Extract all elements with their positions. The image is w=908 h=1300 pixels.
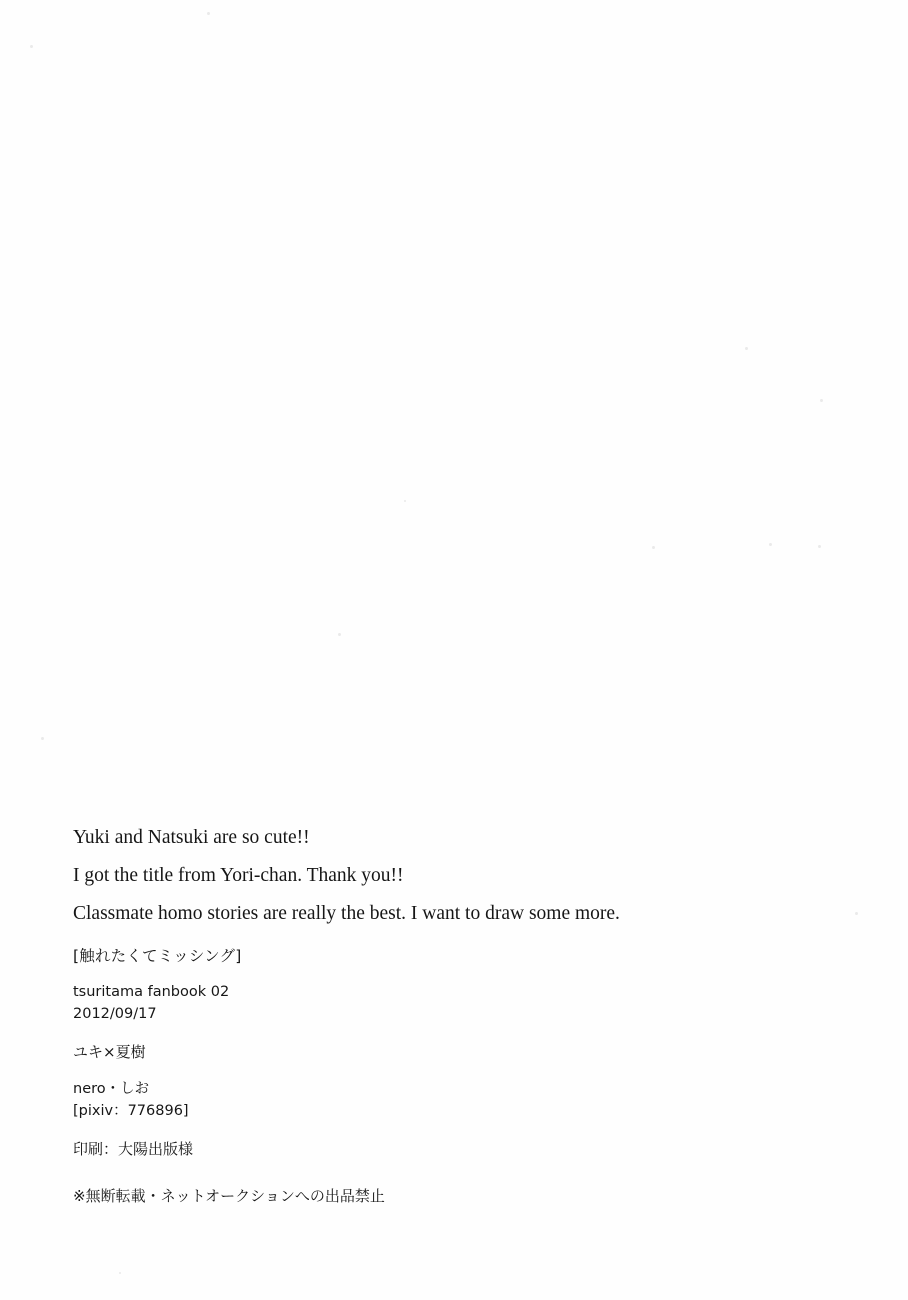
paper-speck [41, 737, 44, 740]
paper-speck [818, 545, 821, 548]
colophon-series: tsuritama fanbook 02 [73, 984, 230, 1001]
paper-speck [855, 912, 858, 915]
colophon-date: 2012/09/17 [73, 1005, 157, 1022]
colophon-block [73, 946, 833, 1206]
colophon-author-block [73, 1079, 833, 1122]
colophon-printer: 印刷：大陽出版様 [73, 1139, 194, 1158]
colophon-pixiv-id: [pixiv：776896] [73, 1102, 189, 1119]
paper-speck [652, 546, 655, 549]
paper-speck [769, 543, 772, 546]
colophon-circle: nero・しお [73, 1081, 150, 1098]
paper-speck [338, 633, 341, 636]
afterword-line-2: I got the title from Yori-chan. Thank you!! [73, 865, 404, 886]
afterword-line-3: Classmate homo stories are really the best. I want to draw some more. [73, 903, 620, 924]
afterword-text-block [73, 826, 833, 940]
colophon-pairing: ユキ×夏樹 [73, 1043, 146, 1062]
colophon-copyright-notice: ※無断転載・ネットオークションへの出品禁止 [73, 1186, 385, 1205]
paper-speck [119, 1272, 121, 1274]
paper-speck [745, 347, 748, 350]
paper-speck [30, 45, 33, 48]
colophon-title: [触れたくてミッシング] [73, 947, 242, 965]
paper-speck [207, 12, 210, 15]
colophon-series-date [73, 982, 833, 1025]
paper-speck [404, 500, 406, 502]
afterword-line-1: Yuki and Natsuki are so cute!! [73, 827, 310, 848]
paper-speck [820, 399, 823, 402]
